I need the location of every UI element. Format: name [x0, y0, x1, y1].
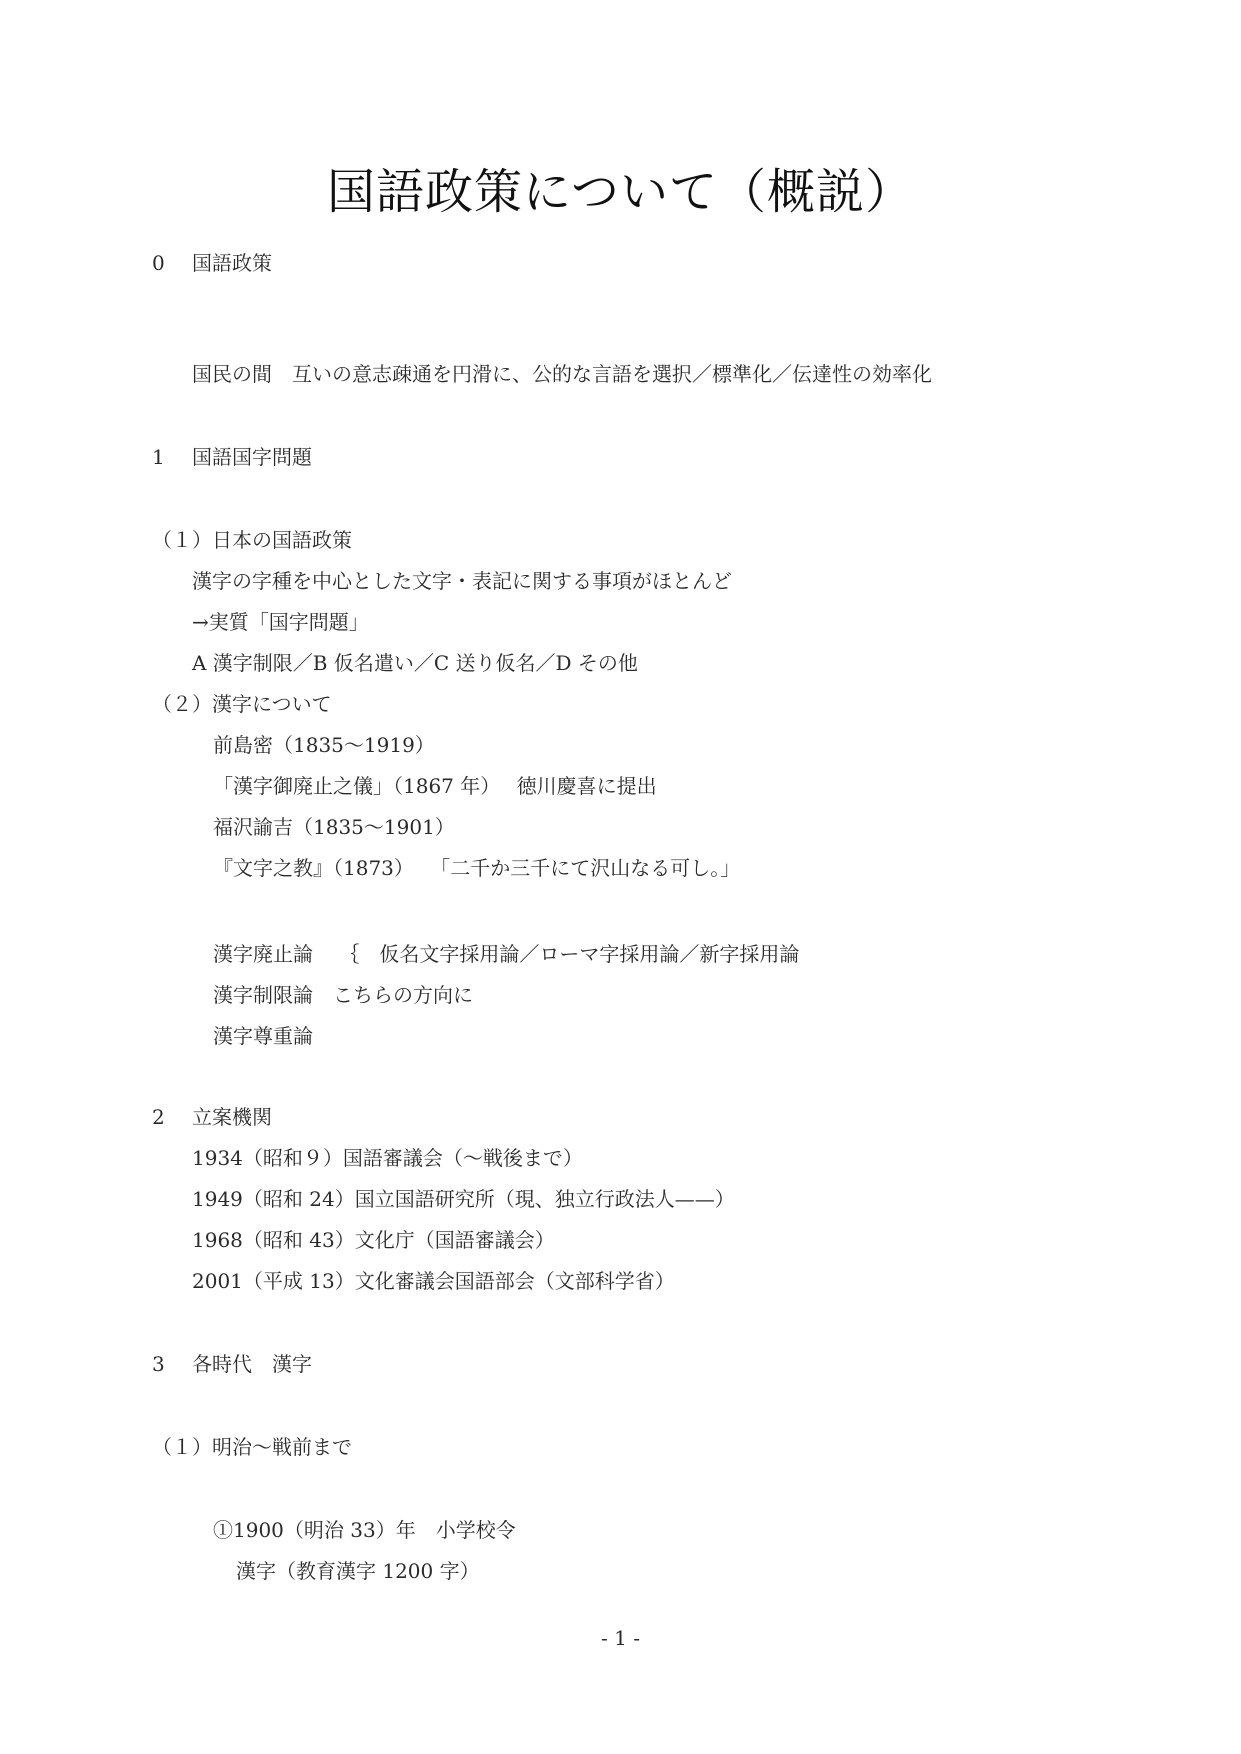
paragraph-line: →実質「国字問題」 — [192, 610, 369, 634]
page-number: - 1 - — [601, 1626, 640, 1650]
paragraph-line: 福沢諭吉（1835〜1901） — [213, 815, 455, 839]
section-number: 0 — [152, 251, 165, 275]
list-item: 2001（平成 13）文化審議会国語部会（文部科学省） — [192, 1269, 675, 1293]
section-title: 国語政策 — [192, 251, 272, 275]
section-title: 各時代 漢字 — [192, 1352, 312, 1376]
section-title: 国語国字問題 — [192, 445, 312, 469]
list-item: 1949（昭和 24）国立国語研究所（現、独立行政法人——） — [192, 1187, 735, 1211]
paragraph-line: 漢字制限論 こちらの方向に — [213, 983, 473, 1007]
section-number: 3 — [152, 1352, 165, 1376]
paragraph-line: 漢字の字種を中心とした文字・表記に関する事項がほとんど — [192, 569, 732, 593]
subsection-3-1-heading: （１）明治〜戦前まで — [152, 1435, 352, 1459]
paragraph-line: 漢字廃止論 ｛ 仮名文字採用論／ローマ字採用論／新字採用論 — [213, 942, 800, 966]
paragraph-line: 漢字尊重論 — [213, 1024, 313, 1048]
section-number: 2 — [152, 1105, 165, 1129]
list-item-detail: 漢字（教育漢字 1200 字） — [236, 1559, 480, 1583]
list-item: 1934（昭和９）国語審議会（〜戦後まで） — [192, 1146, 583, 1170]
section-0-heading — [152, 249, 272, 277]
section-number: 1 — [152, 445, 165, 469]
section-1-heading — [152, 443, 312, 471]
paragraph-line: 前島密（1835〜1919） — [213, 733, 435, 757]
list-item: 1968（昭和 43）文化庁（国語審議会） — [192, 1228, 555, 1252]
paragraph-line: 「漢字御廃止之儀」（1867 年） 徳川慶喜に提出 — [213, 774, 657, 798]
section-2-heading — [152, 1103, 272, 1131]
section-title: 立案機関 — [192, 1105, 272, 1129]
section-0-body: 国民の間 互いの意志疎通を円滑に、公的な言語を選択／標準化／伝達性の効率化 — [192, 362, 932, 386]
subsection-1-2-heading: （２）漢字について — [152, 692, 332, 716]
section-3-heading — [152, 1350, 312, 1378]
paragraph-line: A 漢字制限／B 仮名遣い／C 送り仮名／D その他 — [192, 651, 638, 675]
paragraph-line: 『文字之教』（1873） 「二千か三千にて沢山なる可し。」 — [213, 856, 741, 880]
page-title: 国語政策について（概説） — [326, 164, 915, 220]
list-item: ①1900（明治 33）年 小学校令 — [213, 1518, 516, 1542]
subsection-1-1-heading: （１）日本の国語政策 — [152, 528, 352, 552]
